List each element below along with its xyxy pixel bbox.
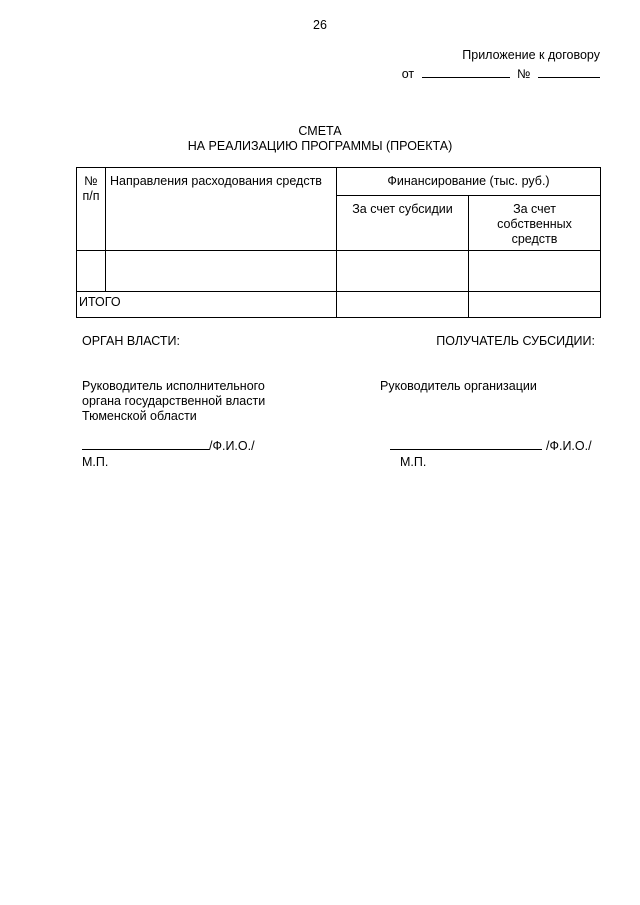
authority-heading: ОРГАН ВЛАСТИ: [82, 334, 180, 348]
cell-direction [106, 251, 337, 292]
header-own-funds [469, 196, 601, 251]
page-number: 26 [313, 18, 327, 32]
recipient-signature-line [390, 438, 592, 454]
date-blank [422, 66, 510, 78]
cell-own-funds [469, 251, 601, 292]
header-subsidy: За счет субсидии [337, 196, 469, 251]
header-number [77, 168, 106, 251]
title-line-1: СМЕТА [298, 124, 342, 138]
header-own-line2: собственных [497, 217, 572, 231]
document-title [0, 124, 640, 154]
header-own-line3: средств [511, 232, 558, 246]
table-row [77, 251, 601, 292]
number-blank [538, 66, 600, 78]
table-header-row [77, 168, 601, 196]
recipient-role: Руководитель организации [380, 379, 537, 393]
recipient-signature-blank [390, 438, 542, 450]
appendix-title: Приложение к договору [462, 48, 600, 62]
recipient-seal: М.П. [400, 455, 427, 469]
recipient-fio: /Ф.И.О./ [546, 439, 592, 453]
header-financing: Финансирование (тыс. руб.) [337, 168, 601, 196]
from-label: от [401, 67, 415, 81]
table-total-row [77, 292, 601, 318]
authority-role [82, 379, 265, 424]
header-number-line2: п/п [82, 189, 100, 203]
cell-number [77, 251, 106, 292]
header-own-line1: За счет [513, 202, 556, 216]
recipient-heading: ПОЛУЧАТЕЛЬ СУБСИДИИ: [436, 334, 595, 348]
title-line-2: НА РЕАЛИЗАЦИЮ ПРОГРАММЫ (ПРОЕКТА) [187, 139, 453, 153]
cell-subsidy [337, 251, 469, 292]
authority-signature-line [82, 438, 255, 454]
authority-seal: М.П. [82, 455, 109, 469]
agreement-reference [402, 66, 600, 81]
total-own-funds [469, 292, 601, 318]
authority-fio: /Ф.И.О./ [209, 439, 255, 453]
authority-role-line2: органа государственной власти [82, 394, 266, 408]
number-label: № [517, 67, 531, 81]
total-label: ИТОГО [77, 292, 337, 318]
budget-table [76, 167, 601, 318]
total-subsidy [337, 292, 469, 318]
authority-role-line3: Тюменской области [82, 409, 197, 423]
authority-signature-blank [82, 438, 209, 450]
authority-role-line1: Руководитель исполнительного [82, 379, 265, 393]
header-number-line1: № [84, 174, 98, 188]
header-direction: Направления расходования средств [106, 168, 337, 251]
